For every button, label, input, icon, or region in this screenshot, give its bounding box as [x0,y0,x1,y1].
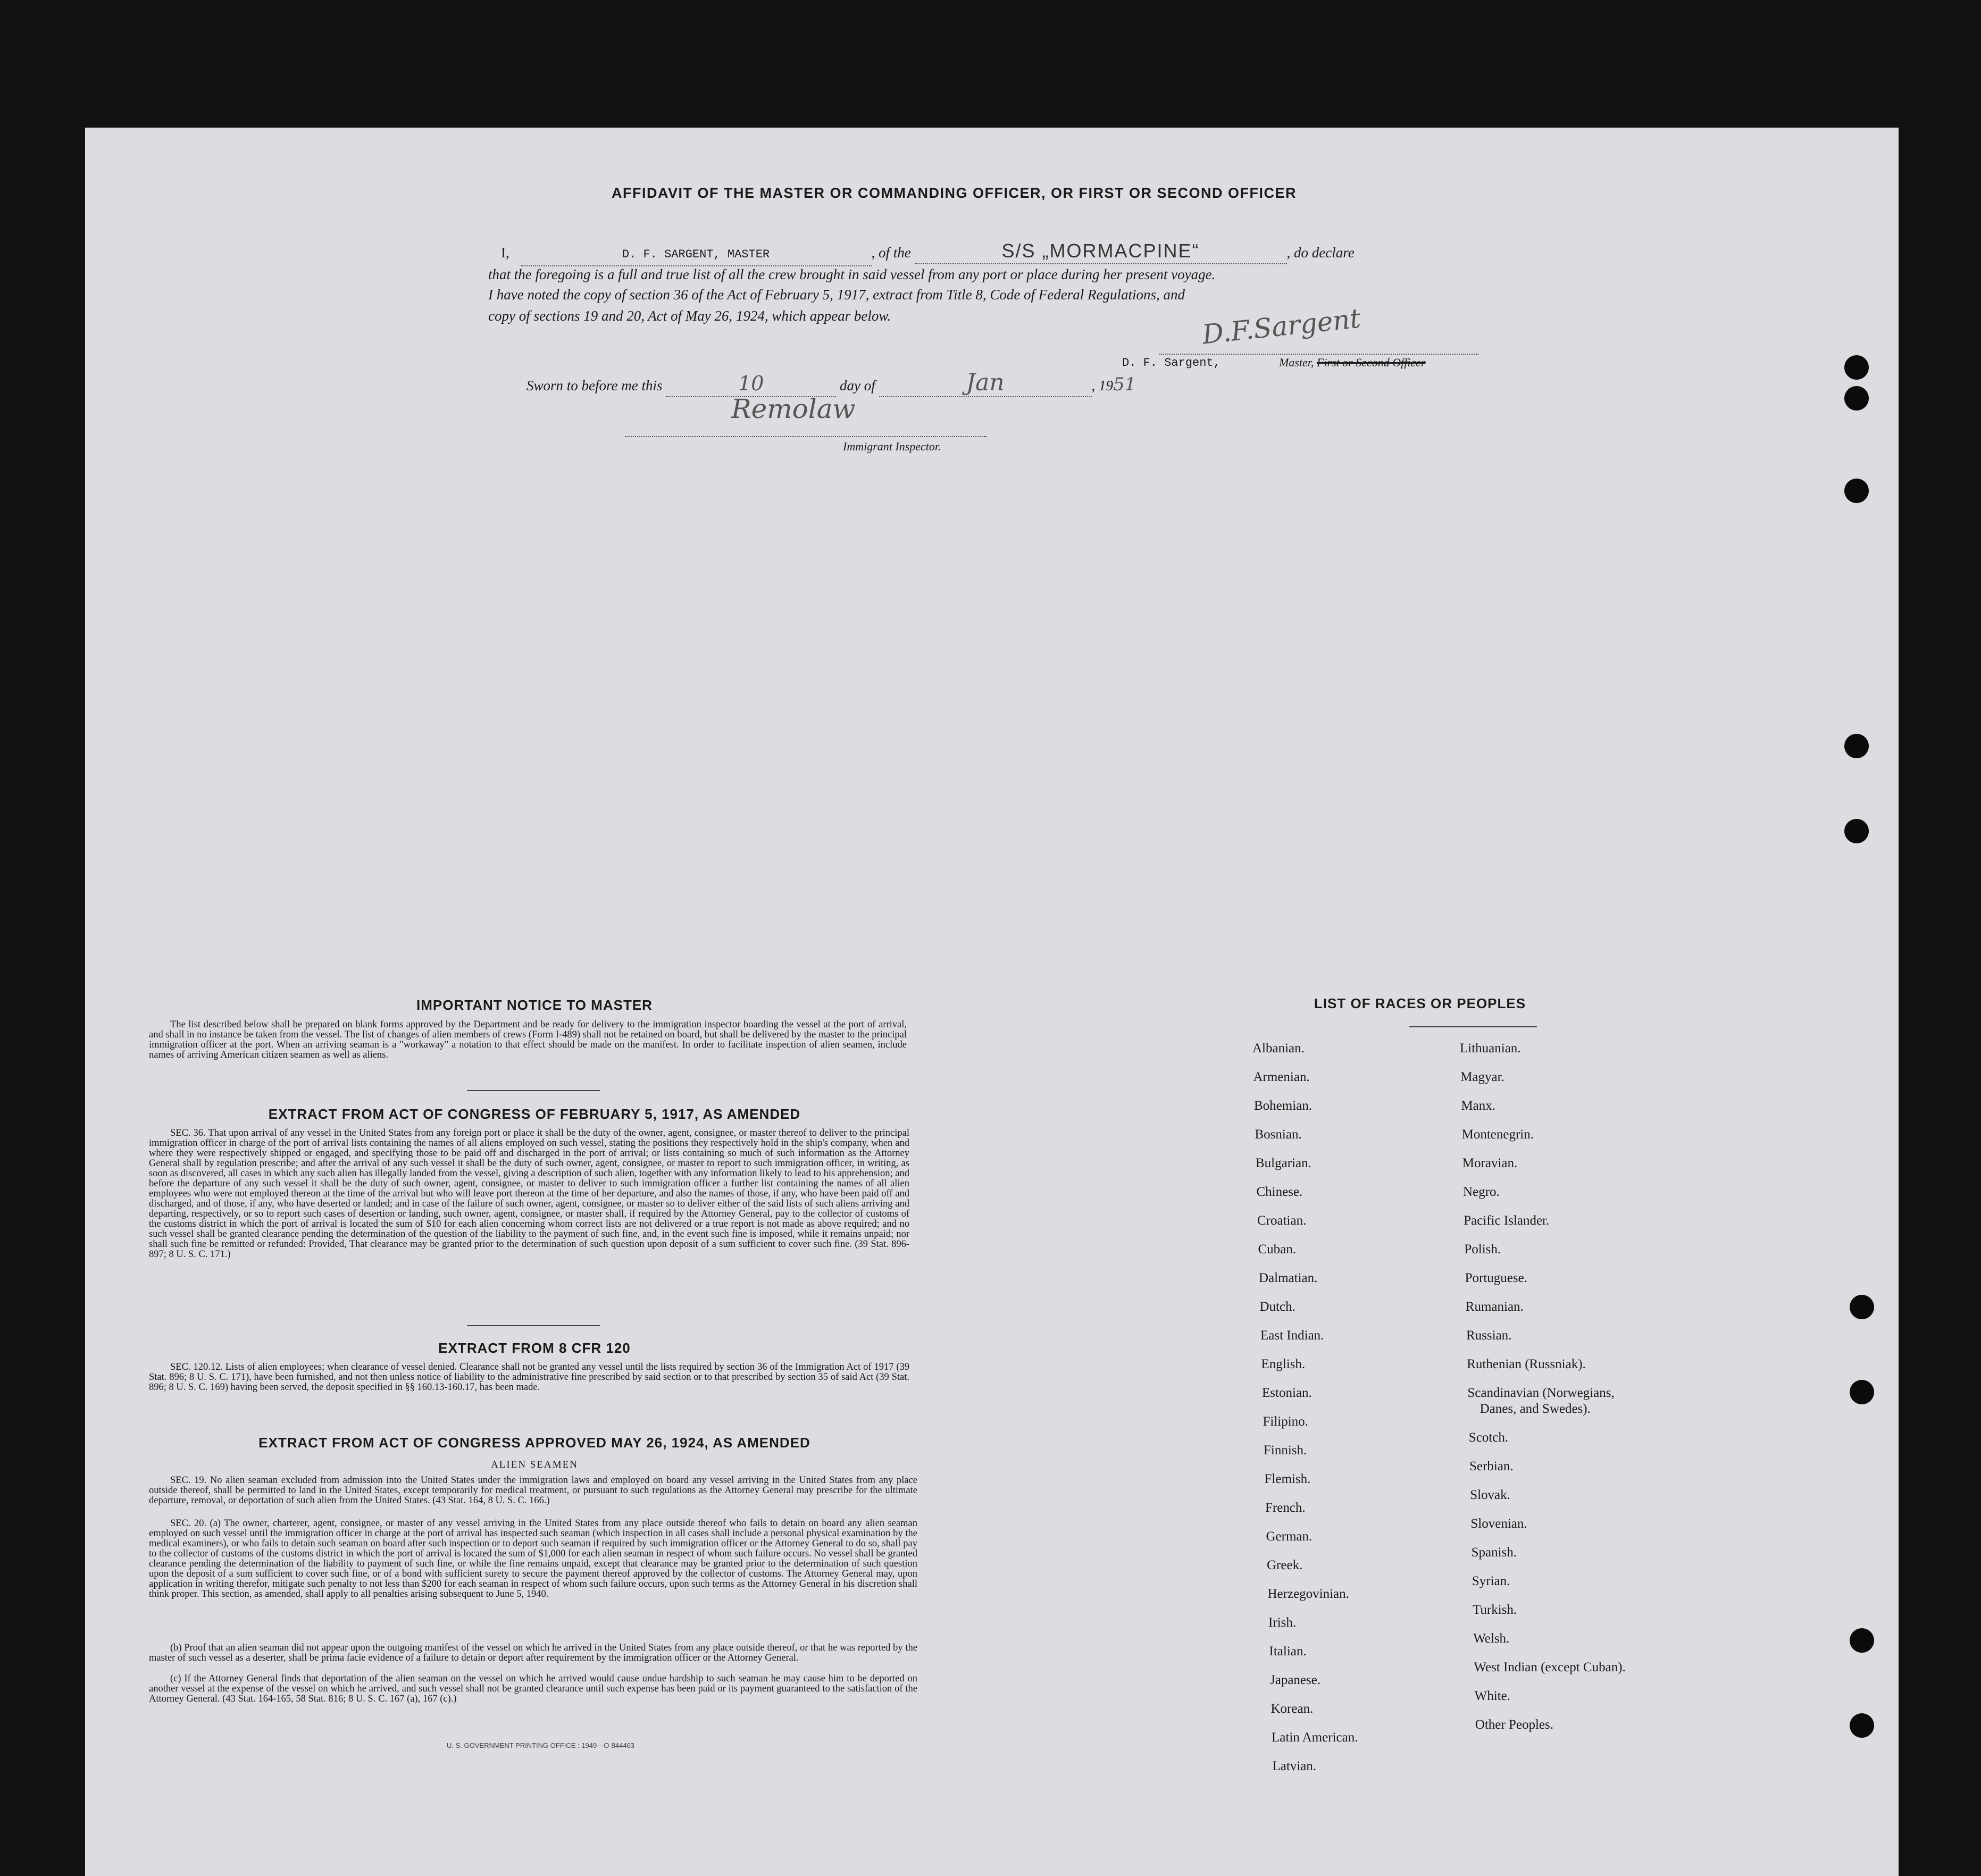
year-prefix: , 19 [1091,378,1113,393]
declaration-line-1 [501,240,1511,266]
sworn-line [526,369,1324,397]
race-item: Estonian. [1262,1386,1312,1400]
race-item: White. [1474,1689,1510,1703]
race-item: Lithuanian. [1460,1041,1521,1056]
race-item: Montenegrin. [1461,1127,1534,1142]
race-item: Herzegovinian. [1267,1587,1349,1601]
sworn-month: Jan [966,369,1005,396]
race-item: Slovak. [1470,1488,1510,1502]
day-of-text: day of [840,378,875,393]
race-item: Manx. [1461,1099,1495,1113]
race-item: German. [1266,1529,1313,1544]
extract-1924-sec20c: (c) If the Attorney General finds that deportation of the alien seaman on the vessel on which he arrived would cause undue hardship to such seaman he may cause him to be deported on another vessel at the expense of the vessel on which he arrived, and such vessel shall not be granted clearance until such expense has been paid or its payment guaranteed to the satisfaction of the Attorney General. (43 Stat. 164-165, 58 Stat. 816; 8 U. S. C. 167 (a), 167 (c).) [149,1673,917,1704]
race-item: Welsh. [1473,1631,1510,1646]
race-item: Dalmatian. [1259,1271,1318,1285]
race-item: Danes, and Swedes). [1480,1402,1591,1416]
affidavit-title: AFFIDAVIT OF THE MASTER OR COMMANDING OFFICER, OR FIRST OR SECOND OFFICER [612,185,1297,201]
race-item: Filipino. [1263,1414,1308,1429]
race-item: Finnish. [1264,1443,1307,1458]
race-item: Syrian. [1472,1574,1510,1588]
race-item: Bohemian. [1254,1099,1313,1113]
binder-hole [1850,1628,1874,1653]
inspector-signature: Remolaw [731,393,856,424]
race-item: Slovenian. [1470,1517,1527,1531]
race-item: Russian. [1466,1328,1512,1343]
race-item: Cuban. [1258,1242,1297,1257]
race-item: Rumanian. [1465,1300,1524,1314]
declaration-line-3: I have noted the copy of section 36 of the Act of February 5, 1917, extract from Title 8, Code of Federal Regulations, and [488,287,1185,303]
race-item: Greek. [1267,1558,1303,1572]
race-item: Scandinavian (Norwegians, [1467,1386,1615,1400]
race-item: Latin American. [1272,1730,1358,1745]
cfr-title: EXTRACT FROM 8 CFR 120 [438,1340,631,1356]
race-item: Pacific Islander. [1464,1213,1550,1228]
sworn-month-field [879,369,1092,397]
race-item: Armenian. [1253,1070,1310,1084]
inspector-label: Immigrant Inspector. [843,440,941,453]
race-item: Bosnian. [1255,1127,1302,1142]
divider [467,1325,600,1326]
typed-signer-name: D. F. Sargent, [1122,356,1221,370]
signer-title-struck: First or Second Officer [1316,356,1426,369]
binder-hole [1844,386,1869,411]
race-item: West Indian (except Cuban). [1474,1660,1626,1674]
race-item: Serbian. [1469,1459,1514,1473]
extract-1924-subtitle: ALIEN SEAMEN [491,1459,578,1470]
signer-title-master: Master, [1279,356,1314,369]
master-signature: D.F.Sargent [1200,303,1363,350]
race-item: French. [1265,1501,1306,1515]
races-title: LIST OF RACES OR PEOPLES [1314,995,1526,1011]
race-item: Bulgarian. [1256,1156,1311,1170]
declaration-line-4: copy of sections 19 and 20, Act of May 26, 1924, which appear below. [488,308,891,324]
notice-body: The list described below shall be prepared on blank forms approved by the Department and be ready for delivery to the immigration inspector boarding the vessel at the port of arrival, and shall in no instance be taken from the vessel. The list of changes of alien members of crews (Form I-489) shall not be retained on board, but shall be delivered by the master to the principal immigration officer at the port. When an arriving seaman is a "workaway" a notation to that effect should be made on the manifest. In order to facilitate inspection of alien seamen, include names of arriving American citizen seamen as well as aliens. [149,1019,907,1060]
officer-name: D. F. SARGENT, MASTER [622,248,770,261]
race-item: Moravian. [1462,1156,1518,1170]
document-page [85,128,1899,1876]
do-declare-text: , do declare [1286,245,1355,261]
race-item: East Indian. [1260,1328,1324,1343]
race-item: Chinese. [1256,1185,1303,1199]
of-the-text: , of the [871,245,911,261]
race-item: Polish. [1464,1242,1501,1257]
cfr-body: SEC. 120.12. Lists of alien employees; when clearance of vessel denied. Clearance shall not be granted any vessel until the lists required by section 36 of the Immigration Act of 1917 (39 Stat. 896; 8 U. S. C. 171), have been furnished, and not then unless notice of liability to the administrative fine prescribed by said section or to that prescribed by section 35 of said Act (39 Stat. 896; 8 U. S. C. 169) having been served, the deposit specified in §§ 160.13-160.17, has been made. [149,1362,909,1393]
race-item: Scotch. [1468,1430,1509,1445]
binder-hole [1844,734,1869,758]
extract-1924-sec20a: SEC. 20. (a) The owner, charterer, agent, consignee, or master of any vessel arriving in the United States from any place outside thereof who fails to detain on board any alien seaman employed on such vessel until the immigration officer in charge at the port of arrival has inspected such seaman (which inspection in all cases shall include a personal physical examination by the medical examiners), or who fails to detain such seaman on board after such inspection or to deport such seaman if required by such immigration officer or the Attorney General to do so, shall pay to the collector of customs of the customs district in which the port of arrival is located the sum of $1,000 for each alien seaman in respect of whom such failure occurs. No vessel shall be granted clearance pending the determination of the liability to payment of such fine, or while the fine remains unpaid, except that clearance may be granted prior to the determination of such question upon the deposit of a sum sufficient to cover such fine, or of a bond with sufficient surety to secure the payment thereof approved by the collector of customs. The Attorney General may, upon application in writing therefor, mitigate such penalty to not less than $200 for each seaman in respect of whom such failure occurs, upon such terms as the Attorney General in his discretion shall think proper. This section, as amended, shall apply to all penalties arising subsequent to June 5, 1940. [149,1518,917,1599]
race-item: Korean. [1270,1702,1314,1716]
binder-hole [1850,1295,1874,1319]
binder-hole [1850,1380,1874,1404]
extract-1924-sec19: SEC. 19. No alien seaman excluded from admission into the United States under the immigration laws and employed on board any vessel arriving in the United States from any place outside thereof, shall be permitted to land in the United States, except temporarily for medical treatment, or pursuant to such regulations as the Attorney General may prescribe for the ultimate departure, removal, or deportation of such alien from the United States. (43 Stat. 164, 8 U. S. C. 166.) [149,1475,917,1506]
race-item: Albanian. [1252,1041,1305,1056]
vessel-name: S/S „MORMACPINE“ [1001,240,1200,262]
signer-title [1279,352,1426,373]
printer-imprint: U. S. GOVERNMENT PRINTING OFFICE : 1949—O-844463 [447,1741,635,1749]
divider [467,1090,600,1091]
race-item: Magyar. [1460,1070,1504,1084]
declaration-line-2: that the foregoing is a full and true list of all the crew brought in said vessel from any port or place during her present voyage. [488,266,1216,282]
race-item: Ruthenian (Russniak). [1467,1357,1586,1371]
extract-1917-body: SEC. 36. That upon arrival of any vessel in the United States from any foreign port or place it shall be the duty of the owner, agent, consignee, or master thereof to deliver to the principal immigration officer in charge of the port of arrival lists containing the names of all aliens employed on such vessel, stating the positions they respectively hold in the ship's company, when and where they were respectively shipped or engaged, and specifying those to be paid off and discharged in the port of arrival; or lists containing so much of such information as the Attorney General shall by regulation prescribe; and after the arrival of any such vessel it shall be the duty of such owner, agent, consignee, or master to report to such immigration officer, in writing, as soon as discovered, all cases in which any such alien has illegally landed from the vessel, giving a description of such alien, together with any information likely to lead to his apprehension; and before the departure of any such vessel it shall be the duty of such owner, agent, consignee, or master to deliver to such immigration officer a further list containing the names of all alien employees who were not employed thereon at the time of the arrival but who will leave port thereon at the time of her departure, and also the names of those, if any, who have been paid off and discharged, and of those, if any, who have deserted or landed; and in case of the failure of such owner, agent, consignee, or master so to deliver either of the said lists of such aliens arriving and departing, respectively, or so to report such cases of desertion or landing, such owner, agent, consignee, or master shall, if required by the Attorney General, pay to the collector of customs of the customs district in which the port of arrival is located the sum of $10 for each alien concerning whom correct lists are not delivered or a true report is not made as above required; and no such vessel shall be granted clearance pending the determination of the question of the liability to the payment of such fine, and, in the event such fine is imposed, while it remains unpaid; nor shall such fine be remitted or refunded: Provided, That clearance may be granted prior to the determination of such question upon deposit of a sum sufficient to cover such fine. (39 Stat. 896-897; 8 U. S. C. 171.) [149,1128,909,1260]
binder-hole [1844,479,1869,503]
extract-1924-title: EXTRACT FROM ACT OF CONGRESS APPROVED MAY 26, 1924, AS AMENDED [258,1435,810,1451]
race-item: Portuguese. [1465,1271,1527,1285]
officer-name-field [521,242,872,266]
notice-title: IMPORTANT NOTICE TO MASTER [416,997,653,1013]
race-item: Spanish. [1471,1545,1517,1560]
race-item: Japanese. [1270,1673,1321,1687]
race-item: Flemish. [1264,1472,1311,1486]
extract-1924-sec20b: (b) Proof that an alien seaman did not appear upon the outgoing manifest of the vessel on which he arrived in the United States from any place outside thereof, or that he was reported by the master of such vessel as a deserter, shall be prima facie evidence of a failure to detain or deport after requirement by the immigration officer or the Attorney General. [149,1643,917,1663]
race-item: Italian. [1269,1644,1307,1659]
race-item: Irish. [1268,1615,1297,1630]
i-word: I, [501,245,509,261]
binder-hole [1844,819,1869,843]
sworn-day: 10 [738,372,764,395]
year-suffix: 51 [1113,374,1136,395]
race-item: Negro. [1463,1185,1500,1199]
race-item: Croatian. [1257,1213,1307,1228]
race-item: Latvian. [1272,1759,1317,1773]
race-item: Other Peoples. [1475,1718,1553,1732]
binder-hole [1844,355,1869,380]
race-item: English. [1261,1357,1306,1371]
divider [1409,1026,1537,1027]
race-item: Turkish. [1473,1603,1517,1617]
race-item: Dutch. [1259,1300,1295,1314]
vessel-field [915,240,1287,264]
extract-1917-title: EXTRACT FROM ACT OF CONGRESS OF FEBRUARY 5, 1917, AS AMENDED [268,1106,801,1122]
binder-hole [1850,1713,1874,1738]
sworn-prefix: Sworn to before me this [526,378,663,393]
